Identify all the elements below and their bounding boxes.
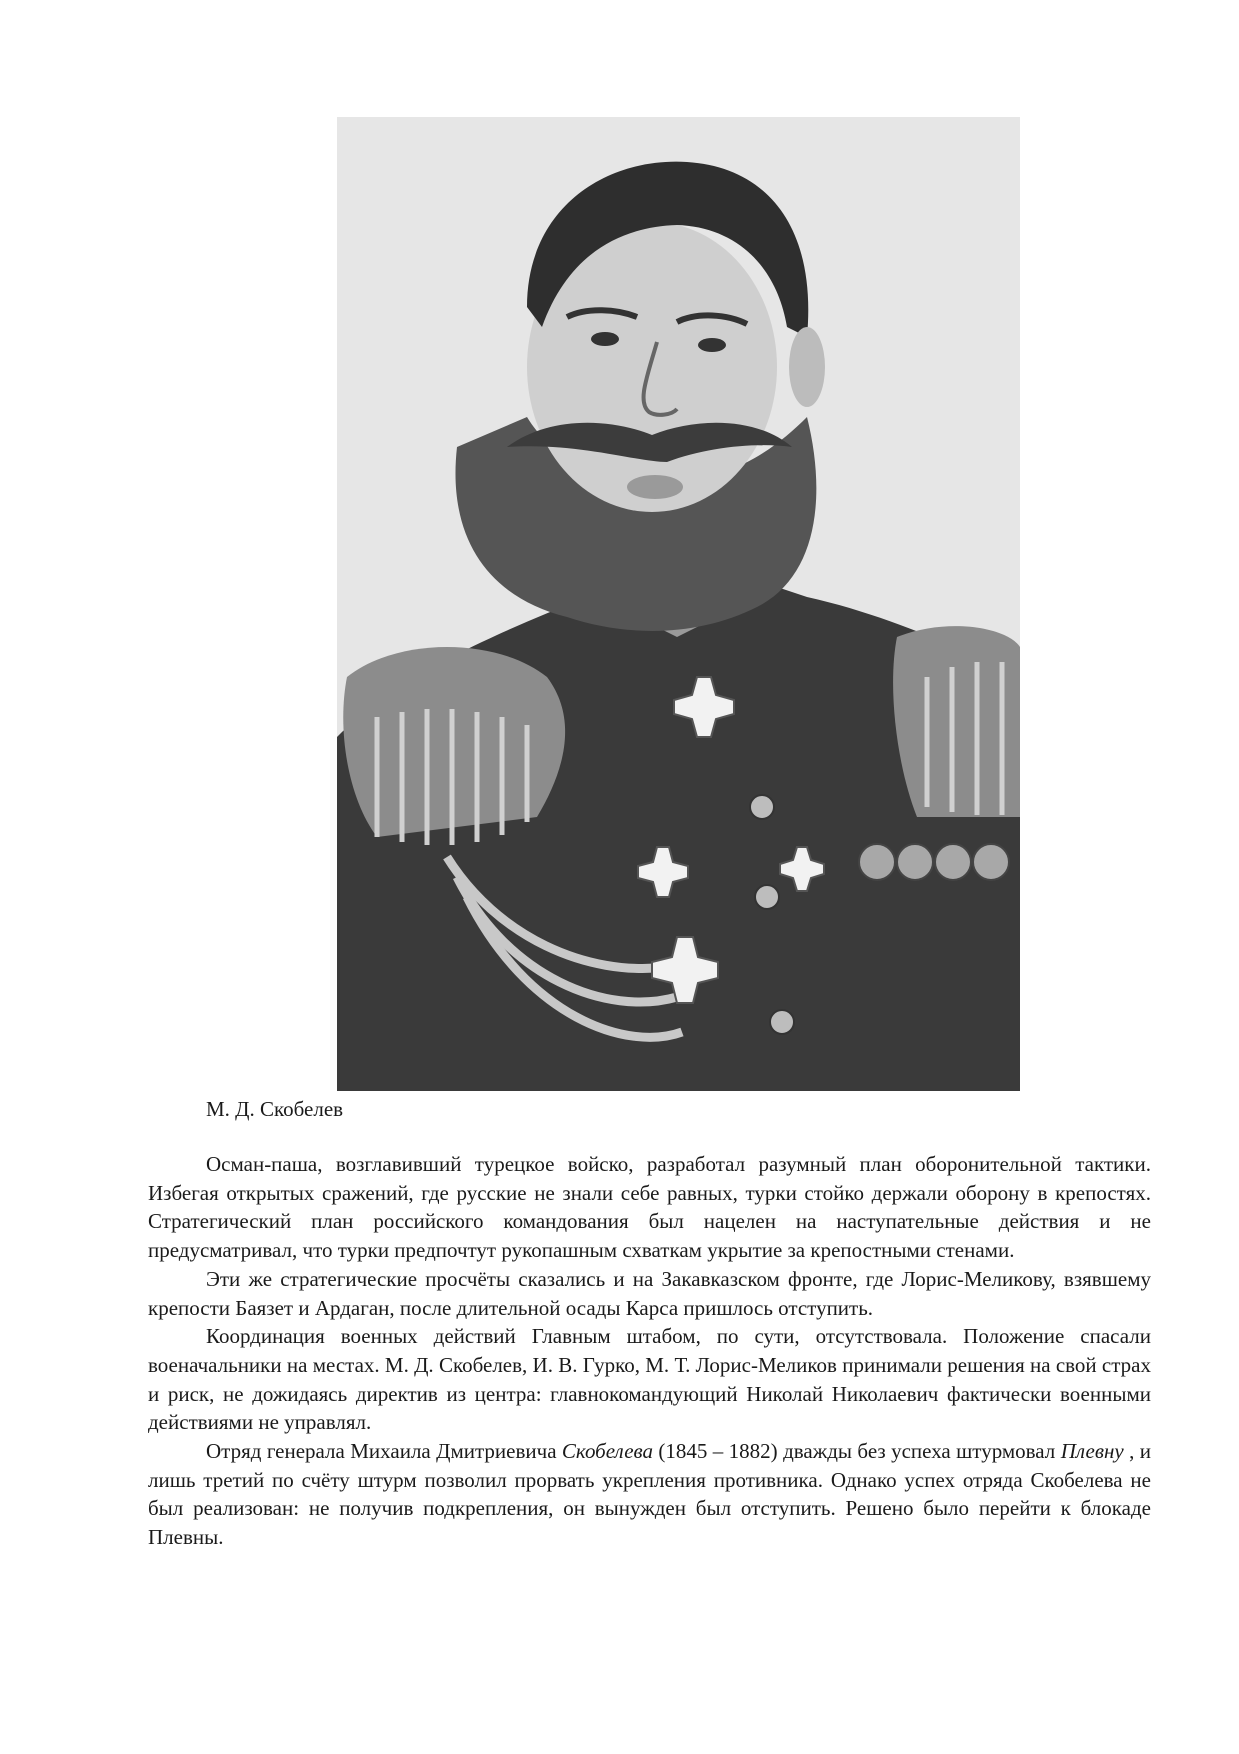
paragraph-text: , и лишь третий по счёту штурм позволил прорвать укрепления противника. Однако успех отряда Скобелева не был реализован: не получив подкрепления, он вынужден был отступить. Решено было перейти к блокаде Плевны. <box>148 1439 1151 1550</box>
figure-caption: М. Д. Скобелев <box>206 1097 344 1121</box>
body-text <box>148 1150 1151 1552</box>
paragraph <box>148 1437 1151 1552</box>
city-emphasis: Плевну <box>1060 1439 1124 1464</box>
name-emphasis: Скобелева <box>561 1439 654 1464</box>
paragraph-text: (1845 – 1882) дважды без успеха штурмовал <box>653 1439 1061 1464</box>
paragraph: Осман-паша, возглавивший турецкое войско, разработал разумный план оборонительной тактики. Избегая открытых сражений, где русские не знали себе равных, турки стойко держали оборону в крепостях. Стратегический план российского командования был нацелен на наступательные действия и не предусматривал, что турки предпочтут рукопашным схваткам укрытие за крепостными стенами. <box>148 1152 1151 1263</box>
paragraph: Координация военных действий Главным штабом, по сути, отсутствовала. Положение спасали военачальники на местах. М. Д. Скобелев, И. В. Гурко, М. Т. Лорис-Меликов принимали решения на свой страх и риск, не дожидаясь директив из центра: главнокомандующий Николай Николаевич фактически военными действиями не управлял. <box>148 1324 1151 1435</box>
paragraph: Эти же стратегические просчёты сказались и на Закавказском фронте, где Лорис-Меликову, взявшему крепости Баязет и Ардаган, после длительной осады Карса пришлось отступить. <box>148 1266 1151 1320</box>
portrait-photo <box>337 117 1020 1091</box>
paragraph-text: Отряд генерала Михаила Дмитриевича <box>206 1439 562 1464</box>
